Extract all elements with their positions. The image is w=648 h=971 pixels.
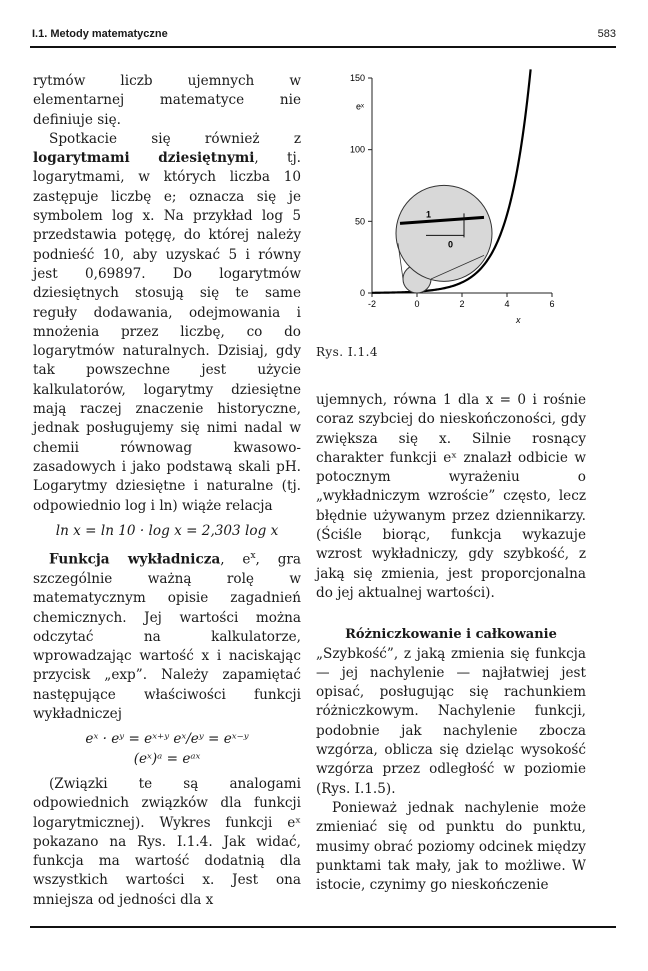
equation: eˣ · eʸ = eˣ⁺ʸ eˣ/eʸ = eˣ⁻ʸ — [85, 731, 249, 748]
x-tick-label: 0 — [414, 299, 420, 309]
zoom-annotation: 0 — [448, 239, 454, 250]
y-tick-label: 50 — [354, 216, 365, 227]
paragraph: „Szybkość”, z jaką zmienia się funkcja — jej nachylenie — najłatwiej jest opisać, posługując się rachunkiem różniczkowym. Nachylenie funkcji, podobnie jak nachylenie zbocza wzgórza, oblicza się dzieląc wysokość wzgórza przez odległość w poziomie (Rys. I.1.5). — [316, 645, 586, 797]
paragraph: ujemnych, równa 1 dla x = 0 i rośnie coraz szybciej do nieskończoności, gdy zwiększa się x. Silnie rosnący charakter funkcji eˣ znalazł odbicie w potocznym wyrażeniu o „wykładniczym wzroście” często, lecz błędnie używanym przez dziennikarzy. (Ściśle biorąc, funkcja wykazuje wzrost wykładniczy, gdy szybkość, z jaką się zmienia, jest proporcjonalna do jej aktualnej wartości). — [316, 392, 586, 601]
paragraph: Ponieważ jednak nachylenie może zmieniać się od punktu do punktu, musimy obrać poziomy odcinek między punktami tak mały, jak to możliwe. W istocie, czynimy go nieskończenie — [316, 799, 586, 894]
footer-rule — [30, 926, 616, 928]
y-tick-label: 150 — [349, 73, 365, 83]
y-tick-label: 100 — [349, 144, 365, 155]
zoom-magnified-circle — [396, 185, 492, 281]
y-axis-label: eˣ — [356, 101, 364, 112]
paragraph: rytmów liczb ujemnych w elementarnej matematyce nie definiuje się. — [33, 73, 301, 128]
header-rule — [30, 46, 616, 48]
x-tick-label: 2 — [459, 299, 465, 309]
left-column — [33, 72, 301, 910]
running-header — [32, 28, 616, 44]
paragraph: Funkcja wykładnicza, $e^x$, gra szczególnie ważną rolę w matematycznym opisie zagadnień chemicznych. Jej wartości można odczytać na kalkulatorze, wprowadzając wartość x i naciskając przycisk „exp”. Należy zapamiętać następujące właściwości funkcji wykładniczej — [33, 551, 302, 723]
section-title: I.1. Metody matematyczne — [32, 28, 168, 40]
zoom-annotation: 1 — [426, 209, 432, 220]
paragraph: Spotkacie się również z logarytmami dziesiętnymi, tj. logarytmami, w których liczba 10 zastępuje liczbę e; oznacza się je symbolem log x. Na przykład log 5 przedstawia potęgę, do której należy podnieść 10, aby uzyskać 5 i równy jest 0,69897. Do logarytmów dziesiętnych stosują się te same reguły dodawania, odejmowania i mnożenia przez liczbę, co do logarytmów naturalnych. Dzisiaj, gdy tak powszechne jest użycie kalkulatorów, logarytmy dziesiętne mają raczej znaczenie historyczne, jednak posługujemy się nimi nadal w chemii równowag kwasowo-zasadowych i jako podstawą skali pH. Logarytmy dziesiętne i naturalne (tj. odpowiednio log i ln) wiąże relacja — [33, 130, 301, 514]
exp-chart — [316, 62, 616, 347]
x-tick-label: 6 — [549, 299, 555, 309]
figure-caption: Rys. I.1.4 — [316, 345, 379, 359]
section-heading: Różniczkowanie i całkowanie — [345, 627, 557, 643]
y-tick-label: 0 — [359, 288, 365, 298]
paragraph: (Związki te są analogami odpowiednich związków dla funkcji logarytmicznej). Wykres funkcji eˣ pokazano na Rys. I.1.4. Jak widać, funkcja ma wartość dodatnią dla wszystkich wartości x. Jest ona mniejsza od jedności dla x — [33, 775, 301, 908]
page-number: 583 — [597, 28, 616, 40]
equation: ln x = ln 10 · log x = 2,303 log x — [55, 522, 279, 539]
x-axis-label: x — [516, 315, 521, 325]
equation: (eˣ)ᵃ = eᵃˣ — [133, 750, 201, 767]
x-tick-label: 4 — [504, 299, 510, 309]
right-column — [316, 391, 586, 895]
x-tick-label: -2 — [367, 299, 377, 309]
